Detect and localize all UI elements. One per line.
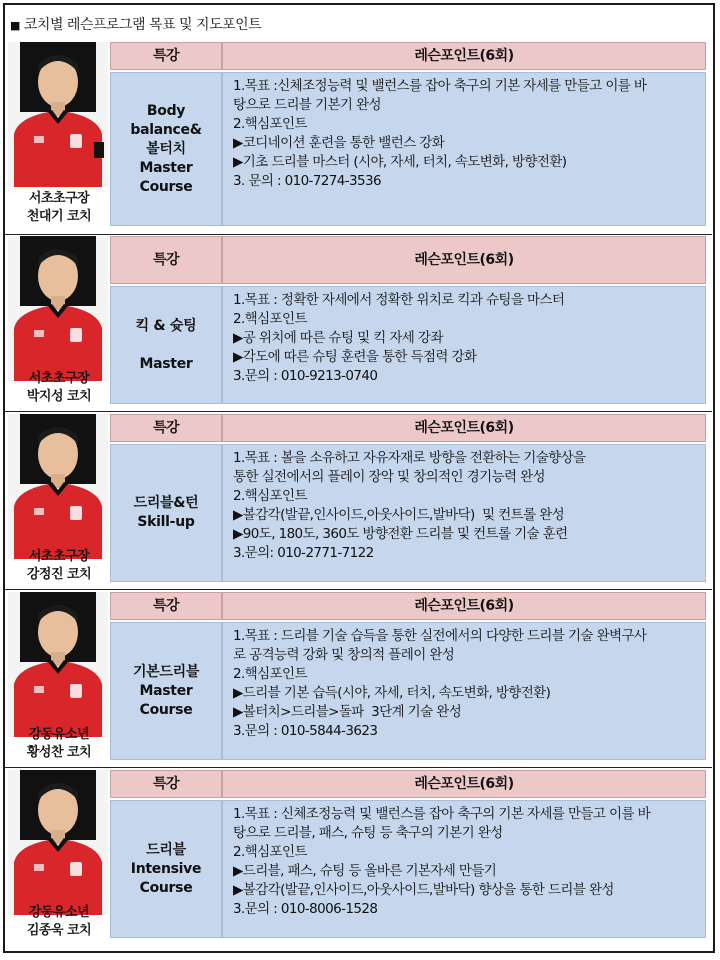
coach-photo-svg (8, 770, 108, 915)
header-lesson-points: 레슨포인트(6회) (222, 414, 706, 442)
lesson-point-line: 2.핵심포인트 (233, 311, 307, 327)
program-title-line: Course (139, 178, 193, 195)
coach-caption (4, 904, 114, 940)
lesson-point-line: ▶볼감각(발끝,인사이드,아웃사이드,발바닥) 및 컨트롤 완성 (233, 507, 565, 523)
lesson-point-line: 로 공격능력 강화 및 창의적 플레이 완성 (233, 647, 455, 663)
lesson-point-line: ▶코디네이션 훈련을 통한 밸런스 강화 (233, 135, 445, 151)
coach-branch: 서초초구장 (28, 549, 90, 564)
program-title-line: Course (139, 879, 193, 896)
program-title-line: Course (139, 701, 193, 718)
header-special: 특강 (110, 592, 222, 620)
coach-caption (4, 190, 114, 226)
program-title (110, 444, 222, 582)
coach-photo-svg (8, 414, 108, 559)
program-title (110, 286, 222, 404)
coach-photo-svg (8, 236, 108, 381)
coach-row (4, 42, 712, 230)
lesson-point-line: 1.목표 : 볼을 소유하고 자유자재로 방향을 전환하는 기술향상을 (233, 450, 586, 466)
lesson-points-body (222, 800, 706, 938)
program-title-line: Intensive (130, 860, 202, 877)
lesson-point-line: 3.문의: 010-2771-7122 (233, 545, 374, 561)
lesson-point-line: ▶볼감각(발끝,인사이드,아웃사이드,발바닥) 향상을 통한 드리블 완성 (233, 882, 614, 898)
coach-caption (4, 726, 114, 762)
coach-photo (8, 42, 108, 187)
coach-name: 박지성 코치 (26, 389, 92, 404)
coach-name: 천대기 코치 (26, 209, 92, 224)
row-separator (4, 411, 712, 412)
lesson-point-line: ▶드리블, 패스, 슈팅 등 올바른 기본자세 만들기 (233, 863, 497, 879)
coach-branch: 서초초구장 (28, 191, 90, 206)
page-title: 코치별 레슨프로그램 목표 및 지도포인트 (23, 17, 262, 33)
program-title (110, 800, 222, 938)
coach-row (4, 414, 712, 586)
lesson-points-body (222, 286, 706, 404)
coach-photo (8, 414, 108, 559)
coach-branch: 강동유소년 (28, 905, 90, 920)
coach-name: 황성찬 코치 (26, 745, 92, 760)
lesson-point-line: 3.문의 : 010-5844-3623 (233, 723, 378, 739)
coach-photo (8, 770, 108, 915)
row-separator (4, 589, 712, 590)
lesson-point-line: 2.핵심포인트 (233, 116, 307, 132)
lesson-point-line: ▶공 위치에 따른 슈팅 및 킥 자세 강좌 (233, 330, 443, 346)
lesson-point-line: 2.핵심포인트 (233, 844, 307, 860)
program-title-line: 킥 & 슛팅 (135, 317, 197, 334)
coach-name: 김종욱 코치 (26, 923, 92, 938)
row-separator (4, 234, 712, 235)
header-lesson-points: 레슨포인트(6회) (222, 592, 706, 620)
lesson-points-body (222, 622, 706, 760)
coach-name: 강정진 코치 (26, 567, 92, 582)
header-special: 특강 (110, 414, 222, 442)
program-title-line: 드리블&턴 (133, 495, 199, 511)
header-lesson-points: 레슨포인트(6회) (222, 770, 706, 798)
coach-row (4, 770, 712, 942)
program-title-line: Master (139, 682, 193, 699)
header-lesson-points: 레슨포인트(6회) (222, 42, 706, 70)
coach-row (4, 592, 712, 764)
program-title-line: Skill-up (137, 514, 195, 530)
lesson-point-line: 1.목표 : 신체조정능력 및 밸런스를 잡아 축구의 기본 자세를 만들고 이를 바 (233, 806, 651, 822)
lesson-points-body (222, 72, 706, 226)
coach-row (4, 236, 712, 408)
lesson-point-line: ▶드리블 기본 습득(시야, 자세, 터치, 속도변화, 방향전환) (233, 685, 551, 701)
lesson-point-line: 3.문의 : 010-9213-0740 (233, 368, 378, 384)
program-title-line: 기본드리블 (132, 663, 200, 680)
program-title-line: balance& (130, 121, 202, 138)
row-separator (4, 767, 712, 768)
coach-caption (4, 370, 114, 406)
lesson-point-line: 통한 실전에서의 플레이 장악 및 창의적인 경기능력 완성 (233, 469, 545, 485)
program-title-line: Body (146, 102, 186, 119)
coach-caption (4, 548, 114, 584)
program-title-line: Master (139, 159, 193, 176)
program-title-line: 드리블 (146, 841, 186, 858)
program-title (110, 622, 222, 760)
header-lesson-points: 레슨포인트(6회) (222, 236, 706, 284)
header-special: 특강 (110, 42, 222, 70)
lesson-point-line: 3. 문의 : 010-7274-3536 (233, 173, 382, 189)
coach-photo-svg (8, 42, 108, 187)
lesson-point-line: 2.핵심포인트 (233, 488, 307, 504)
lesson-point-line: 1.목표 : 정확한 자세에서 정확한 위치로 킥과 슈팅을 마스터 (233, 292, 565, 308)
program-title-line: 볼터치 (146, 140, 186, 157)
lesson-point-line: 1.목표 : 드리블 기술 습득을 통한 실전에서의 다양한 드리블 기술 완벽구사 (233, 628, 647, 644)
lesson-point-line: 1.목표 :신체조정능력 및 밸런스를 잡아 축구의 기본 자세를 만들고 이를 바 (233, 78, 647, 94)
coach-photo (8, 236, 108, 381)
page-header (10, 14, 261, 34)
lesson-point-line: 탕으로 드리블, 패스, 슈팅 등 축구의 기본기 완성 (233, 825, 503, 841)
program-title-line: Master (139, 355, 193, 372)
coach-branch: 서초초구장 (28, 371, 90, 386)
header-special: 특강 (110, 236, 222, 284)
lesson-point-line: 3.문의 : 010-8006-1528 (233, 901, 378, 917)
lesson-point-line: 탕으로 드리블 기본기 완성 (233, 97, 381, 113)
lesson-point-line: ▶각도에 따른 슈팅 훈련을 통한 득점력 강화 (233, 349, 477, 365)
lesson-points-body (222, 444, 706, 582)
coach-photo (8, 592, 108, 737)
coach-photo-svg (8, 592, 108, 737)
coach-branch: 강동유소년 (28, 727, 90, 742)
lesson-point-line: ▶90도, 180도, 360도 방향전환 드리블 및 컨트롤 기술 훈련 (233, 526, 568, 542)
program-title (110, 72, 222, 226)
header-special: 특강 (110, 770, 222, 798)
lesson-point-line: 2.핵심포인트 (233, 666, 307, 682)
lesson-point-line: ▶볼터치>드리블>돌파 3단계 기술 완성 (233, 704, 462, 720)
bullet-square-icon: ■ (10, 19, 20, 32)
lesson-point-line: ▶기초 드리블 마스터 (시야, 자세, 터치, 속도변화, 방향전환) (233, 154, 567, 170)
